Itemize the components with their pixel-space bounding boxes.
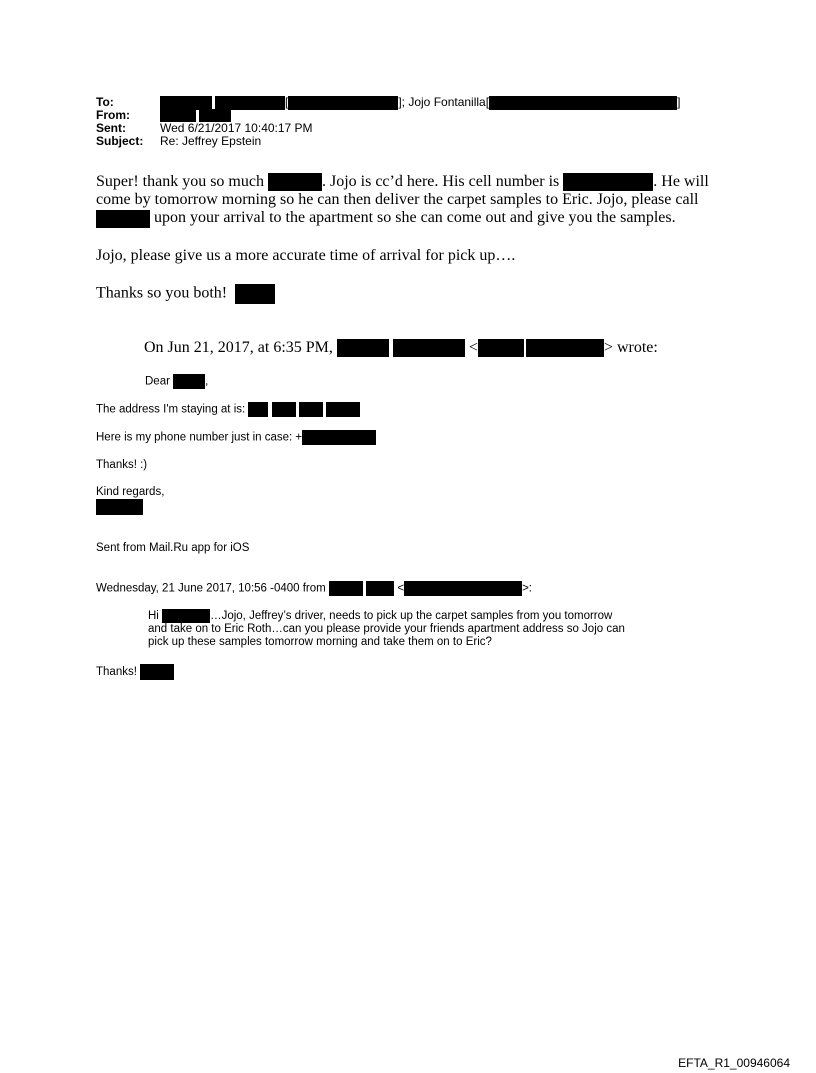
reply-text: . He will: [653, 173, 709, 190]
quote1-signature: [96, 498, 143, 516]
thanks-text: Thanks!: [96, 666, 137, 679]
quote1-address: [96, 402, 360, 417]
document-id: EFTA_R1_00946064: [678, 1056, 790, 1070]
phone-text: Here is my phone number just in case: +: [96, 431, 303, 444]
redaction-box: [288, 96, 398, 110]
redaction-box: [96, 210, 150, 228]
quote-intro-text: <: [468, 339, 478, 356]
reply-text: . Jojo is cc’d here. His cell number is: [321, 173, 560, 190]
quote1-thanks: Thanks! :): [96, 459, 148, 471]
redaction-box: [366, 581, 394, 596]
to-separator: ]; Jojo Fontanilla[: [398, 95, 490, 109]
quote2-line: pick up these samples tomorrow morning and take them on to Eric?: [148, 635, 492, 648]
quote2-line: and take on to Eric Roth…can you please provide your friends apartment address so Jojo can: [148, 623, 625, 635]
redaction-box: [272, 402, 296, 417]
redaction-box: [162, 609, 210, 623]
redaction-box: [248, 402, 268, 417]
sent-label: Sent:: [96, 121, 126, 135]
redaction-box: [404, 581, 522, 596]
reply-text: upon your arrival to the apartment so she can come out and give you the samples.: [154, 209, 676, 227]
hi-text: Hi: [148, 610, 159, 623]
redaction-box: [526, 339, 604, 357]
email-header: [96, 96, 680, 148]
redaction-box: [489, 96, 677, 110]
redaction-box: [173, 374, 205, 389]
reply-line: come by tomorrow morning so he can then deliver the carpet samples to Eric. Jojo, please call: [96, 191, 699, 209]
quote-intro-text: On Jun 21, 2017, at 6:35 PM,: [144, 339, 333, 356]
quote-intro-text: > wrote:: [603, 339, 658, 356]
quote-intro-text: <: [397, 582, 405, 595]
redaction-box: [140, 664, 174, 680]
redaction-box: [299, 402, 323, 417]
quote2-text: …Jojo, Jeffrey’s driver, needs to pick up the carpet samples from you tomorrow: [210, 610, 613, 623]
reply-paragraph-3: [96, 284, 275, 304]
from-label: From:: [96, 108, 130, 122]
quote2-intro: [96, 581, 532, 596]
redaction-box: [329, 581, 363, 596]
redaction-box: [215, 96, 285, 110]
redaction-box: [563, 173, 653, 191]
quote2-thanks: [96, 664, 174, 680]
redaction-box: [337, 339, 389, 357]
redaction-box: [478, 339, 524, 357]
sent-value: Wed 6/21/2017 10:40:17 PM: [160, 121, 313, 135]
to-row: [96, 96, 680, 109]
address-text: The address I'm staying at is:: [96, 403, 246, 416]
subject-value: Re: Jeffrey Epstein: [160, 134, 262, 148]
reply-paragraph-2: Jojo, please give us a more accurate time of arrival for pick up….: [96, 247, 516, 264]
quote1-sent-from: Sent from Mail.Ru app for iOS: [96, 542, 250, 554]
subject-label: Subject:: [96, 134, 144, 148]
redaction-box: [235, 284, 275, 304]
redaction-box: [96, 499, 143, 515]
redaction-box: [326, 402, 360, 417]
reply-text: Thanks so you both!: [96, 284, 228, 302]
to-label: To:: [96, 95, 114, 109]
dear-text: Dear: [145, 375, 170, 388]
reply-line: [96, 173, 709, 191]
redaction-box: [302, 430, 376, 445]
to-bracket-open: [: [285, 95, 289, 109]
quote-intro-text: Wednesday, 21 June 2017, 10:56 -0400 from: [96, 582, 326, 595]
reply-paragraph-1: [96, 173, 709, 228]
redaction-box: [160, 96, 212, 110]
to-bracket-close: ]: [677, 95, 681, 109]
quote1-intro: [144, 339, 658, 357]
dear-comma: ,: [205, 375, 209, 388]
reply-line: [96, 209, 709, 227]
redaction-box: [393, 339, 465, 357]
quote1-phone: [96, 430, 376, 445]
quote2-line: [148, 609, 625, 623]
quote2-body: [148, 609, 625, 648]
quote-intro-text: >:: [522, 582, 532, 595]
quote1-regards: Kind regards,: [96, 486, 165, 498]
quote1-dear: [145, 374, 208, 389]
redaction-box: [268, 173, 322, 191]
subject-row: [96, 135, 680, 148]
reply-text: Super! thank you so much: [96, 173, 264, 190]
